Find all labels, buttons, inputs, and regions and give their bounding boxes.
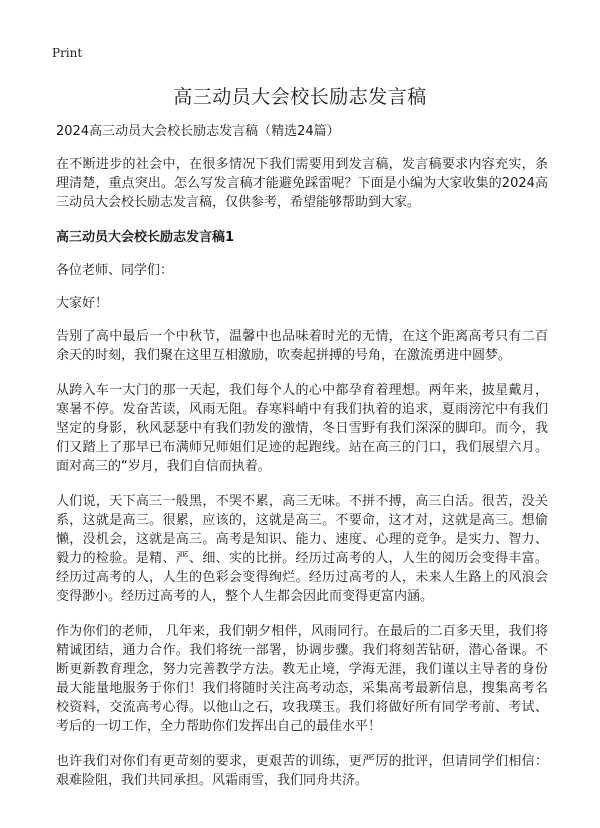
body-paragraph: 从跨入车一大门的那一天起，我们每个人的心中都孕育着理想。两年来，披星戴月，寒暑不停。发奋苦读，风雨无阻。春寒料峭中有我们执着的追求，夏雨滂沱中有我们坚定的身影，秋风瑟瑟中有我们勃发的激情，冬日雪野有我们深深的脚印。而今，我们又踏上了那早已布满师兄师姐们足迹的起跑线。站在高三的门口，我们展望六月。面对高三的“岁月，我们自信而执着。 [56, 383, 548, 474]
body-paragraph: 作为你们的老师， 几年来，我们朝夕相伴，风雨同行。在最后的二百多天里，我们将精诚团结，通力合作。我们将统一部署，协调步骤。我们将刻苦钻研，潜心备课。不断更新教育理念，努力完善教学方法。教无止境，学海无涯，我们谨以主导者的身份最大能量地服务于你们！我们将随时关注高考动态，采集高考最新信息，搜集高考名校资料，交流高考心得。以他山之石，攻我璞玉。我们将做好所有同学考前、考试、考后的一切工作，全力帮助你们发挥出自己的最佳水平！ [56, 624, 548, 734]
section-heading: 高三动员大会校长励志发言稿1 [56, 230, 235, 245]
document-subtitle: 2024高三动员大会校长励志发言稿（精选24篇） [56, 124, 340, 139]
page-title: 高三动员大会校长励志发言稿 [173, 86, 427, 108]
salutation: 各位老师、同学们： [56, 263, 174, 278]
print-link[interactable]: Print [52, 46, 83, 60]
body-paragraph: 告别了高中最后一个中秋节，温馨中也品味着时光的无情，在这个距离高考只有二百余天的时刻，我们聚在这里互相激励，吹奏起拼搏的号角，在激流勇进中圆梦。 [56, 329, 548, 363]
document-body [56, 122, 548, 806]
body-paragraph: 人们说，天下高三一般黑，不哭不累，高三无味。不拼不搏，高三白活。很苦，没关系，这就是高三。很累，应该的，这就是高三。不要命，这才对，这就是高三。想偷懒，没机会，这就是高三。高考是知识、能力、速度、心理的竞争。是实力、智力、毅力的检验。是精、严、细、实的比拼。经历过高考的人，人生的阅历会变得丰富。经历过高考的人，人生的色彩会变得绚烂。经历过高考的人，未来人生路上的风浪会变得渺小。经历过高考的人，整个人生都会因此而变得更富内涵。 [56, 494, 548, 604]
greeting: 大家好！ [56, 296, 109, 311]
intro-paragraph: 在不断进步的社会中，在很多情况下我们需要用到发言稿，发言稿要求内容充实，条理清楚，重点突出。怎么写发言稿才能避免踩雷呢？下面是小编为大家收集的2024高三动员大会校长励志发言稿，仅供参考，希望能够帮助到大家。 [56, 157, 548, 210]
body-paragraph: 也许我们对你们有更苛刻的要求，更艰苦的训练，更严厉的批评，但请同学们相信：艰难险阻，我们共同承担。风霜雨雪，我们同舟共济。 [56, 754, 548, 788]
